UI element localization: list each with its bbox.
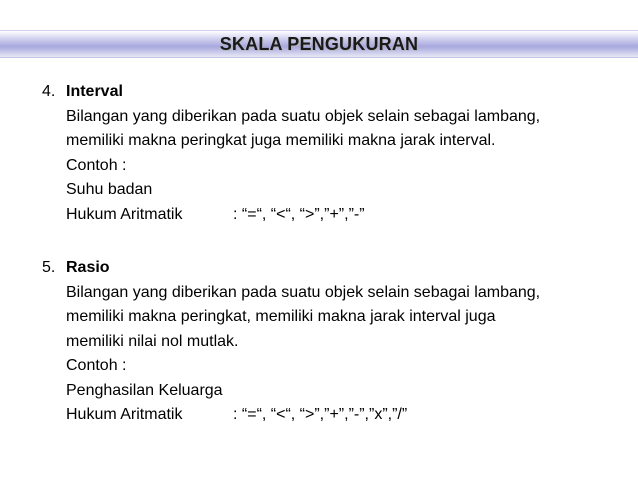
section-rasio <box>42 256 540 428</box>
hukum-value: : “=“, “<“, “>”,”+”,”-” <box>233 205 365 223</box>
hukum-label: Hukum Aritmatik <box>66 406 183 423</box>
text-line: Suhu badan <box>66 181 153 198</box>
section-heading <box>42 256 540 281</box>
hukum-value: : “=“, “<“, “>”,”+”,”-”,”x”,”/” <box>233 406 408 423</box>
section-body <box>66 105 540 228</box>
section-title: Interval <box>66 83 123 100</box>
hukum-label: Hukum Aritmatik <box>66 205 183 223</box>
text-line: memiliki makna peringkat juga memiliki makna jarak interval. <box>66 132 496 149</box>
text-line: Bilangan yang diberikan pada suatu objek selain sebagai lambang, <box>66 283 541 301</box>
section-number: 4. <box>42 83 56 100</box>
text-line: Penghasilan Keluarga <box>66 381 223 399</box>
text-line: Contoh : <box>66 156 127 174</box>
section-interval <box>42 80 540 227</box>
text-line: memiliki nilai nol mutlak. <box>66 332 239 350</box>
section-body <box>66 281 540 428</box>
title-bar <box>0 30 638 58</box>
section-heading <box>42 80 540 105</box>
section-number: 5. <box>42 259 56 276</box>
text-line: memiliki makna peringkat, memiliki makna jarak interval juga <box>66 308 496 325</box>
hukum-aritmatik-row <box>66 203 540 228</box>
text-line: Contoh : <box>66 357 127 374</box>
page-title: SKALA PENGUKURAN <box>219 34 419 54</box>
section-title: Rasio <box>66 259 110 276</box>
hukum-aritmatik-row <box>66 403 540 428</box>
text-line: Bilangan yang diberikan pada suatu objek selain sebagai lambang, <box>66 107 541 125</box>
